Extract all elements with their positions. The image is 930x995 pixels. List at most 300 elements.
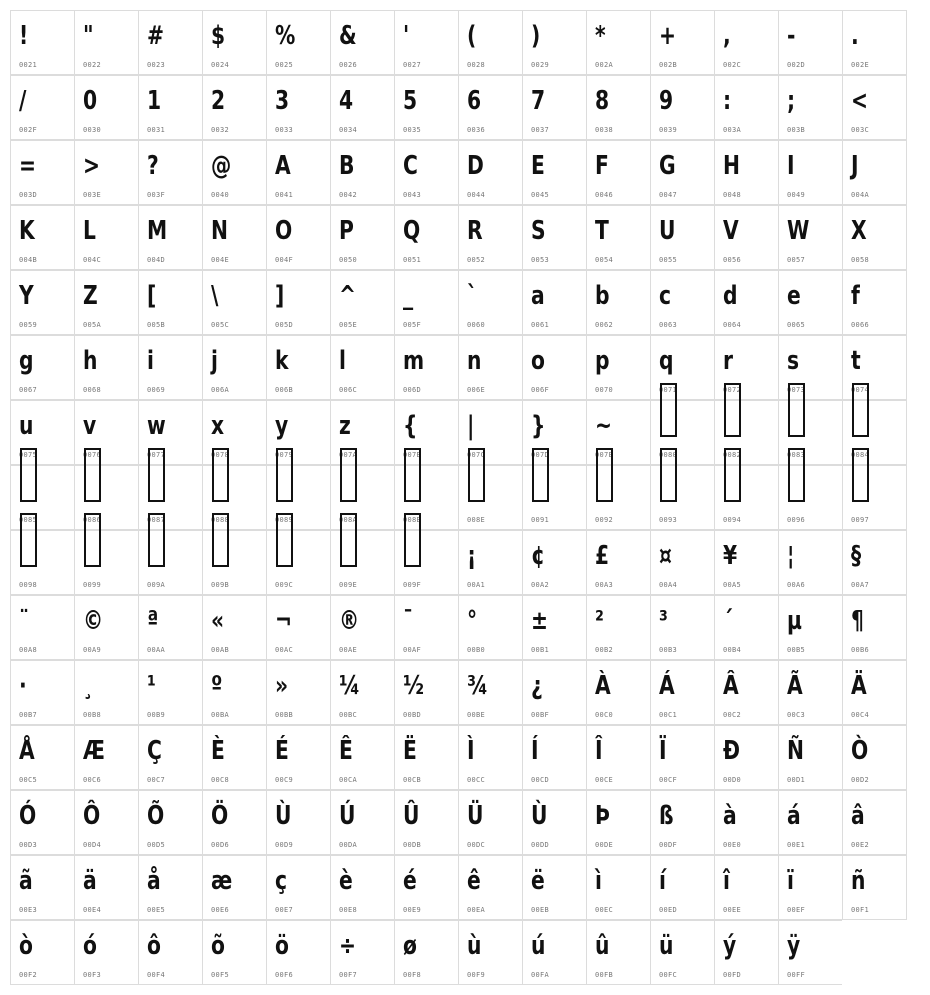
glyph-code: 00CB: [403, 776, 422, 784]
glyph-char: O: [275, 216, 293, 246]
glyph-code: 005B: [147, 321, 166, 329]
glyph-cell: [138, 855, 203, 920]
glyph-cell: [138, 660, 203, 725]
glyph-cell: [842, 465, 907, 530]
glyph-char: Ü: [467, 801, 484, 831]
glyph-code: 004D: [147, 256, 166, 264]
glyph-code: 00D9: [275, 841, 294, 849]
glyph-cell: [842, 75, 907, 140]
glyph-code: 005E: [339, 321, 358, 329]
glyph-char: I: [787, 151, 795, 181]
glyph-char: ¿: [531, 671, 543, 701]
glyph-code: 00FD: [723, 971, 742, 979]
glyph-cell: [138, 205, 203, 270]
glyph-code: 0069: [147, 386, 166, 394]
glyph-code: 0027: [403, 61, 422, 69]
glyph-cell: [10, 205, 75, 270]
glyph-code: 007A: [339, 451, 358, 459]
glyph-code: 0022: [83, 61, 102, 69]
glyph-code: 0021: [19, 61, 38, 69]
glyph-cell: [10, 10, 75, 75]
glyph-code: 00AA: [147, 646, 166, 654]
glyph-cell: [202, 790, 267, 855]
glyph-char: P: [339, 216, 354, 246]
glyph-cell: [778, 270, 843, 335]
glyph-cell: [586, 140, 651, 205]
glyph-code: 00A8: [19, 646, 38, 654]
glyph-char: ,: [723, 21, 731, 51]
glyph-code: 007C: [467, 451, 486, 459]
glyph-char: û: [595, 931, 610, 961]
glyph-char: ¥: [723, 541, 738, 571]
glyph-cell: [522, 10, 587, 75]
glyph-char: t: [851, 346, 861, 376]
glyph-cell: [778, 855, 843, 920]
glyph-row: [10, 855, 920, 920]
glyph-char: ñ: [851, 866, 866, 896]
glyph-char: ¶: [851, 606, 864, 636]
glyph-code: 00EF: [787, 906, 806, 914]
glyph-cell: [650, 595, 715, 660]
missing-glyph-box: [276, 448, 293, 502]
glyph-char: A: [275, 151, 291, 181]
glyph-char: g: [19, 346, 34, 376]
glyph-cell: [330, 855, 395, 920]
glyph-char: D: [467, 151, 484, 181]
glyph-char: ª: [147, 606, 159, 636]
glyph-cell: [458, 140, 523, 205]
glyph-cell: [394, 595, 459, 660]
glyph-cell: [458, 725, 523, 790]
glyph-cell: [586, 75, 651, 140]
glyph-char: M: [147, 216, 168, 246]
glyph-code: 0036: [467, 126, 486, 134]
glyph-cell: [138, 75, 203, 140]
glyph-char: .: [851, 21, 859, 51]
glyph-cell: [778, 790, 843, 855]
glyph-code: 0023: [147, 61, 166, 69]
missing-glyph-box: [20, 448, 37, 502]
glyph-row: [10, 270, 920, 335]
glyph-code: 0056: [723, 256, 742, 264]
glyph-cell: [330, 75, 395, 140]
glyph-char: Q: [403, 216, 421, 246]
glyph-code: 00E1: [787, 841, 806, 849]
glyph-code: 0062: [595, 321, 614, 329]
glyph-char: q: [659, 346, 674, 376]
glyph-cell: [202, 335, 267, 400]
glyph-char: ¹: [147, 671, 156, 701]
glyph-char: ¡: [467, 541, 477, 571]
glyph-cell: [522, 790, 587, 855]
glyph-cell: [650, 205, 715, 270]
glyph-cell: [522, 75, 587, 140]
glyph-code: 002F: [19, 126, 38, 134]
glyph-cell: [458, 660, 523, 725]
glyph-code: 003A: [723, 126, 742, 134]
glyph-cell: [394, 790, 459, 855]
glyph-char: J: [851, 151, 859, 181]
glyph-cell: [778, 10, 843, 75]
glyph-cell: [202, 920, 267, 985]
glyph-char: W: [787, 216, 810, 246]
missing-glyph-box: [660, 448, 677, 502]
glyph-char: }: [531, 411, 546, 441]
glyph-char: :: [723, 86, 732, 116]
glyph-char: #: [147, 21, 165, 51]
glyph-char: Ù: [531, 801, 548, 831]
glyph-code: 00C2: [723, 711, 742, 719]
glyph-row: [10, 140, 920, 205]
glyph-char: ~: [595, 411, 613, 441]
glyph-char: K: [19, 216, 35, 246]
glyph-code: 0037: [531, 126, 550, 134]
glyph-code: 00BA: [211, 711, 230, 719]
glyph-code: 0043: [403, 191, 422, 199]
glyph-code: 00FB: [595, 971, 614, 979]
glyph-code: 005D: [275, 321, 294, 329]
glyph-char: ´: [723, 606, 734, 636]
glyph-row: [10, 400, 920, 465]
glyph-char: 8: [595, 86, 610, 116]
glyph-char: ¨: [19, 606, 30, 636]
glyph-code: 00C1: [659, 711, 678, 719]
glyph-char: ú: [531, 931, 546, 961]
glyph-char: ?: [147, 151, 159, 181]
glyph-char: Õ: [147, 801, 165, 831]
glyph-code: 00E9: [403, 906, 422, 914]
glyph-char: {: [403, 411, 418, 441]
missing-glyph-box: [852, 383, 869, 437]
glyph-code: 0047: [659, 191, 678, 199]
glyph-code: 00FA: [531, 971, 550, 979]
glyph-code: 003B: [787, 126, 806, 134]
glyph-code: 00AE: [339, 646, 358, 654]
glyph-code: 00AC: [275, 646, 294, 654]
glyph-cell: [74, 660, 139, 725]
glyph-code: 00E0: [723, 841, 742, 849]
glyph-char: Ì: [467, 736, 475, 766]
glyph-char: =: [19, 151, 37, 181]
glyph-code: 006D: [403, 386, 422, 394]
glyph-cell: [842, 660, 907, 725]
glyph-code: 0065: [787, 321, 806, 329]
glyph-code: 00A4: [659, 581, 678, 589]
glyph-char: ®: [339, 606, 360, 636]
glyph-code: 0032: [211, 126, 230, 134]
missing-glyph-box: [20, 513, 37, 567]
glyph-cell: [650, 465, 715, 530]
glyph-char: ¾: [467, 671, 488, 701]
glyph-char: ²: [595, 606, 604, 636]
glyph-code: 00F5: [211, 971, 230, 979]
glyph-char: X: [851, 216, 867, 246]
glyph-code: 0049: [787, 191, 806, 199]
glyph-cell: [842, 855, 907, 920]
glyph-code: 0044: [467, 191, 486, 199]
glyph-code: 00BD: [403, 711, 422, 719]
glyph-code: 00C9: [275, 776, 294, 784]
glyph-code: 0096: [787, 516, 806, 524]
glyph-char: £: [595, 541, 610, 571]
glyph-cell: [74, 205, 139, 270]
glyph-cell: [330, 595, 395, 660]
glyph-cell: [522, 920, 587, 985]
glyph-char: î: [723, 866, 730, 896]
glyph-cell: [458, 10, 523, 75]
glyph-code: 00D4: [83, 841, 102, 849]
glyph-char: `: [467, 281, 478, 311]
glyph-cell: [714, 75, 779, 140]
glyph-cell: [202, 595, 267, 660]
glyph-code: 00CA: [339, 776, 358, 784]
glyph-row: [10, 75, 920, 140]
glyph-code: 0033: [275, 126, 294, 134]
glyph-code: 005F: [403, 321, 422, 329]
glyph-char: i: [147, 346, 154, 376]
glyph-char: @: [211, 151, 232, 181]
glyph-code: 0082: [723, 451, 742, 459]
glyph-cell: [842, 140, 907, 205]
missing-glyph-box: [148, 513, 165, 567]
glyph-cell: [266, 270, 331, 335]
missing-glyph-box: [788, 383, 805, 437]
glyph-code: 00C5: [19, 776, 38, 784]
glyph-code: 0067: [19, 386, 38, 394]
glyph-char: ¸: [83, 671, 94, 701]
glyph-char: y: [275, 411, 289, 441]
glyph-char: ©: [83, 606, 104, 636]
glyph-cell: [330, 725, 395, 790]
glyph-code: 00DF: [659, 841, 678, 849]
glyph-cell: [266, 725, 331, 790]
glyph-row: [10, 660, 920, 725]
glyph-code: 00D2: [851, 776, 870, 784]
glyph-code: 00B3: [659, 646, 678, 654]
glyph-code: 004E: [211, 256, 230, 264]
glyph-cell: [10, 270, 75, 335]
glyph-cell: [202, 530, 267, 595]
glyph-code: 0078: [211, 451, 230, 459]
glyph-code: 00DC: [467, 841, 486, 849]
glyph-code: 0041: [275, 191, 294, 199]
glyph-code: 00BB: [275, 711, 294, 719]
glyph-code: 0030: [83, 126, 102, 134]
glyph-code: 0058: [851, 256, 870, 264]
glyph-cell: [394, 270, 459, 335]
glyph-code: 004F: [275, 256, 294, 264]
glyph-cell: [10, 595, 75, 660]
glyph-char: ±: [531, 606, 549, 636]
glyph-code: 002E: [851, 61, 870, 69]
glyph-code: 00BF: [531, 711, 550, 719]
glyph-code: 009B: [211, 581, 230, 589]
glyph-char: ë: [531, 866, 545, 896]
glyph-char: /: [19, 86, 27, 116]
glyph-cell: [778, 725, 843, 790]
glyph-code: 00FC: [659, 971, 678, 979]
glyph-cell: [394, 75, 459, 140]
glyph-code: 00CC: [467, 776, 486, 784]
glyph-cell: [458, 530, 523, 595]
glyph-char: ³: [659, 606, 668, 636]
missing-glyph-box: [532, 448, 549, 502]
glyph-char: s: [787, 346, 800, 376]
glyph-char: Æ: [83, 736, 106, 766]
glyph-char: w: [147, 411, 166, 441]
glyph-char: ì: [595, 866, 602, 896]
glyph-char: b: [595, 281, 610, 311]
glyph-char: Å: [19, 736, 35, 766]
glyph-cell: [202, 10, 267, 75]
glyph-cell: [842, 270, 907, 335]
glyph-code: 0073: [787, 386, 806, 394]
glyph-cell: [778, 205, 843, 270]
glyph-code: 0066: [851, 321, 870, 329]
glyph-cell: [266, 335, 331, 400]
glyph-code: 0039: [659, 126, 678, 134]
glyph-cell: [74, 140, 139, 205]
glyph-cell: [650, 790, 715, 855]
glyph-cell: [74, 75, 139, 140]
glyph-char: «: [211, 606, 225, 636]
glyph-code: 008A: [339, 516, 358, 524]
glyph-code: 002D: [787, 61, 806, 69]
glyph-cell: [842, 205, 907, 270]
glyph-code: 00D6: [211, 841, 230, 849]
glyph-code: 00D1: [787, 776, 806, 784]
glyph-cell: [10, 335, 75, 400]
glyph-cell: [586, 205, 651, 270]
missing-glyph-box: [340, 448, 357, 502]
glyph-cell: [330, 10, 395, 75]
glyph-cell: [650, 660, 715, 725]
glyph-code: 00B7: [19, 711, 38, 719]
glyph-code: 002A: [595, 61, 614, 69]
glyph-code: 00F7: [339, 971, 358, 979]
glyph-char: v: [83, 411, 97, 441]
glyph-char: S: [531, 216, 546, 246]
glyph-char: ô: [147, 931, 161, 961]
glyph-char: ã: [19, 866, 33, 896]
glyph-cell: [586, 855, 651, 920]
missing-glyph-box: [404, 513, 421, 567]
missing-glyph-box: [468, 448, 485, 502]
glyph-code: 00A3: [595, 581, 614, 589]
glyph-char: ò: [19, 931, 33, 961]
glyph-code: 00A9: [83, 646, 102, 654]
glyph-code: 00F9: [467, 971, 486, 979]
glyph-cell: [202, 205, 267, 270]
missing-glyph-box: [852, 448, 869, 502]
missing-glyph-box: [212, 513, 229, 567]
glyph-code: 00DA: [339, 841, 358, 849]
glyph-cell: [458, 75, 523, 140]
glyph-char: °: [467, 606, 478, 636]
glyph-cell: [138, 595, 203, 660]
glyph-code: 0099: [83, 581, 102, 589]
glyph-code: 002C: [723, 61, 742, 69]
glyph-code: 0059: [19, 321, 38, 329]
glyph-cell: [586, 595, 651, 660]
glyph-code: 0055: [659, 256, 678, 264]
glyph-cell: [10, 725, 75, 790]
glyph-code: 00F1: [851, 906, 870, 914]
glyph-cell: [394, 660, 459, 725]
glyph-code: 00F6: [275, 971, 294, 979]
glyph-code: 00BC: [339, 711, 358, 719]
glyph-char: Ñ: [787, 736, 804, 766]
glyph-cell: [522, 205, 587, 270]
glyph-cell: [10, 855, 75, 920]
glyph-code: 0031: [147, 126, 166, 134]
glyph-code: 00B1: [531, 646, 550, 654]
glyph-code: 009C: [275, 581, 294, 589]
glyph-char: (: [467, 21, 477, 51]
glyph-char: à: [723, 801, 737, 831]
glyph-char: ^: [339, 281, 357, 311]
glyph-code: 004B: [19, 256, 38, 264]
glyph-char: 9: [659, 86, 674, 116]
glyph-cell: [458, 270, 523, 335]
glyph-cell: [202, 270, 267, 335]
glyph-char: <: [851, 86, 869, 116]
glyph-code: 008B: [403, 516, 422, 524]
glyph-char: ¼: [339, 671, 360, 701]
glyph-code: 00CF: [659, 776, 678, 784]
glyph-cell: [714, 10, 779, 75]
glyph-code: 0057: [787, 256, 806, 264]
glyph-cell: [74, 725, 139, 790]
glyph-char: ó: [83, 931, 97, 961]
glyph-char: _: [403, 281, 414, 311]
glyph-code: 00EC: [595, 906, 614, 914]
glyph-char: *: [595, 21, 606, 51]
glyph-char: %: [275, 21, 296, 51]
glyph-cell: [394, 140, 459, 205]
glyph-char: p: [595, 346, 610, 376]
glyph-code: 00F3: [83, 971, 102, 979]
glyph-code: 00A5: [723, 581, 742, 589]
glyph-char: õ: [211, 931, 225, 961]
glyph-char: Ú: [339, 801, 356, 831]
glyph-cell: [650, 725, 715, 790]
glyph-cell: [650, 920, 715, 985]
glyph-cell: [714, 465, 779, 530]
glyph-code: 00B0: [467, 646, 486, 654]
glyph-char: [: [147, 281, 157, 311]
glyph-char: n: [467, 346, 482, 376]
glyph-char: ý: [723, 931, 737, 961]
glyph-code: 003D: [19, 191, 38, 199]
glyph-char: Ð: [723, 736, 741, 766]
empty-cell: [842, 920, 907, 985]
glyph-char: §: [851, 541, 862, 571]
missing-glyph-box: [660, 383, 677, 437]
glyph-code: 00EE: [723, 906, 742, 914]
glyph-code: 006E: [467, 386, 486, 394]
glyph-cell: [266, 660, 331, 725]
glyph-cell: [74, 920, 139, 985]
glyph-cell: [650, 530, 715, 595]
glyph-code: 009A: [147, 581, 166, 589]
glyph-code: 0087: [147, 516, 166, 524]
glyph-code: 0070: [595, 386, 614, 394]
glyph-cell: [74, 855, 139, 920]
glyph-char: ¦: [787, 541, 795, 571]
glyph-char: Ã: [787, 671, 803, 701]
missing-glyph-box: [724, 383, 741, 437]
